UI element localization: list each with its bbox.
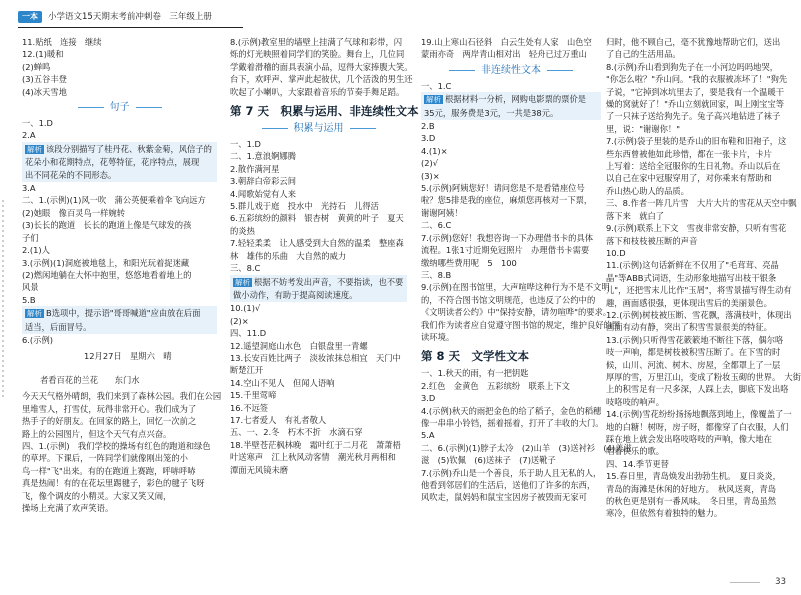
answer-line: 16.不远签 [230,402,269,413]
answer-line: 2.红色 金黄色 五彩缤纷 联系上下文 [421,380,570,391]
answer-line: 些东西曾被他如此珍惜，都在一张卡片，卡片 [606,148,772,159]
answer-line: 操场上充满了欢声笑语。 [22,503,114,513]
answer-line: 叶送寒声 江上秋风动客情 潮光秋月两相和 [230,452,396,463]
answer-line: 一、1.C [421,80,452,91]
answer-line: 二、6.C [421,220,452,231]
answer-line: 林 雄伟的乐曲 大自然的威力 [230,250,347,261]
answer-line: 11.贴纸 连接 继续 [22,37,102,47]
answer-line: 以自己在家中冠服穿用了，对你乘来有帮助和 [606,173,772,184]
answer-lines [22,244,217,306]
answer-lines [421,80,601,92]
answer-line: (2)√ [421,158,439,169]
binding-edge [2,200,4,400]
header-divider [18,27,243,28]
answer-line: (4)冰天雪地 [22,86,67,97]
answer-line: 唱着快乐的歌。 [606,446,665,457]
answer-line: 7.(示例)袋子里装的是乔山的旧布鞋和旧袍子，这 [606,136,787,147]
answer-line: 风景 [22,282,39,293]
answer-line: 烁的灯光映照着同学们的笑脸。舞台上，几位同 [230,49,405,60]
analysis-line: B选项中，提示语"哥哥喊道"应由放在后面 [46,308,201,319]
analysis-line: 35元，服务费是3元，一共是38元。 [424,107,559,118]
answer-line: 4.(示例)秋天的雨把金色的给了稻子，金色的稻穗 [421,405,602,416]
answer-line: 9.(示例)在图书馆里，大声喧哗这种行为不是不文明 [421,282,610,293]
analysis-tag: 解析 [27,309,42,319]
answer-line: 10.D [606,247,626,258]
column-1 [22,36,222,514]
answer-line: 地的白糖！树呀，房子呀，都像穿了白衣服，人们 [606,421,789,432]
answer-line: 二、1.意浪婀娜腾 [230,151,296,162]
answer-line: 4.闻歌始觉有人来 [230,188,296,199]
answer-line: 二、1.(示例)(1)风一吹 蒲公英便乘着伞飞向远方 [22,195,206,206]
answer-line: 2.(1)人 [22,245,50,256]
answer-line: 14.空山不见人 但闻人语响 [230,377,335,388]
analysis-line: 根据不妨考发出声音，不要指读，也不要 [254,276,404,287]
analysis-line: 根据材料一分析，网购电影票的票价是 [445,94,587,105]
analysis-text [424,94,598,119]
analysis-note [22,142,217,182]
answer-line: (2)× [230,315,249,326]
answer-line: 5.A [421,430,435,441]
analysis-line: 适当，后面冒号。 [25,321,92,332]
answer-line: 青岛的海滩是休闲的好地方。 秋风送爽，青岛 [606,483,777,494]
answer-line: 像一串串小铃铛，摇着摇着，打开了丰收的大门。 [421,417,604,428]
analysis-line: 做小动作，有助于提高阅读速度。 [233,289,358,300]
answer-line: 踩在地上就会发出咯吱咯吱的声响，像大地在 [606,434,772,444]
answer-line: 10.(1)√ [230,303,261,314]
answer-lines [606,458,786,520]
answer-line: 5.B [22,294,36,305]
answer-line: 今天天气格外晴朗，我们来到了森林公园。我们在公园 [22,391,222,402]
answer-line: 鸟一样"飞"出来。有的在跑道上赛跑，呼哧呼哧 [22,465,196,476]
answer-line: 他看到邻居们的生活后，送他们了许多的东西， [421,480,596,490]
analysis-text [233,277,404,302]
answer-line: 9.(示例)联系上下文 雪夜非常安静，只听有雪花 [606,223,787,234]
answer-line: 13.(示例)只听得雪花簌簌地不断往下落，偶尔咯 [606,334,784,345]
answer-lines [22,117,217,142]
page-header [0,0,800,30]
answer-line: 的秋色更是别有一番风味。 冬日里，青岛虽然 [606,496,777,507]
answer-line: 落下和枝枝被压断的声音 [606,235,698,246]
answer-line: 我们作为读者应自觉遵守图书馆的规定，维护良好的图 [421,319,621,330]
answer-line: 8.(示例)教室里的墙壁上挂满了气球和彩带，闪 [230,37,403,47]
answer-line: 归时，他不顾自己，毫不犹豫地帮助它们，送出 [606,37,781,47]
answer-line: 画面有动有静，突出了积雪雪景很美的特征。 [606,322,772,333]
diary-date: 12月27日 星期六 晴 [84,351,172,362]
answer-line: 四、1.(示例) 我们学校的操场有红色的跑道和绿色 [22,440,211,451]
answer-line: 啦？您5排是我的座位，麻烦您再核对一下票， [421,195,593,206]
answer-line: 流程。1张1寸近期免冠照片 办理借书卡需要 [421,245,590,256]
answer-line: 厚厚的雪，万里江山，变成了粉妆玉砌的世界。 大街 [606,371,801,382]
analysis-line: 该段分别描写了桂丹花、秋紫金菊，风信子的 [46,143,212,154]
answer-line: (3)× [421,170,440,181]
book-title: 小学语文15天期末考前冲刺卷 三年级上册 [48,12,212,22]
answer-line: 一、1.D [22,118,53,129]
book-badge: 一本 [18,11,42,23]
answer-line: 11.(示例)这句话新鲜在不仅用了"毛茸茸、亮晶 [606,260,779,271]
diary-handwritten-line: 者看百花的兰花 东门水 [40,375,148,386]
answer-line: 真是热闹！有的在花坛里踢毽子，彩色的毽子飞呀 [22,478,205,489]
answer-line: 断楚江开 [230,365,264,376]
answer-line: 12.(示例)树枝被压断、雪花飘，落满枝叶，体现出 [606,309,792,320]
answer-line: 台下，欢呼声、掌声此起彼伏，几个活泼的男生还 [230,74,413,85]
answer-line: 《文明读者公约》中"保持安静，请勿喧哗"的要求。 [421,307,612,318]
answer-line: 子说，"它掉到冰坑里去了，要是我有一个温暖干 [606,86,785,97]
answer-line: 5.群儿戏于庭 投水中 光持石 儿得活 [230,201,379,212]
answer-line: 乔山热心助人的品质。 [606,185,689,196]
answer-line: 的，不符合图书馆文明规范，也违反了公约中的 [421,294,596,305]
analysis-line: 出不同花朵的不同形态。 [25,169,117,180]
analysis-text [25,308,214,333]
answer-line: 二、6.(示例)(1)脖子太冷 (2)山羊 (3)送衬衫 (4)美滋 [421,442,632,453]
answer-lines [421,36,601,61]
answer-line: 四、11.D [230,328,267,339]
answer-line: 滋 (5)钦佩 (6)送袜子 (7)送靴子 [421,455,556,466]
answer-line: 3.(示例)(1)洞庭被地毯上，和阳光玩着捉迷藏 [22,257,190,268]
answer-line: 一、1.D [230,139,261,150]
answer-line: 7.(示例)乔山是一个善良，乐于助人且无私的人， [421,467,602,478]
answer-line: 趣，画面感很强，更体现出雪后的美丽景色。 [606,297,772,308]
answer-line: 吱咯吱的响声。 [606,396,665,407]
answer-lines [22,182,217,244]
answer-line: 的草坪。下课后，一阵同学们就像刚出笼的小 [22,453,188,464]
page-number-rule [730,582,760,583]
answer-line: 风吹走，鼠妈妈和鼠宝宝因房子被毁而无家可 [421,492,587,503]
answer-line: 4.(1)× [421,145,448,156]
answer-line: 五、一、2.冬 朽木不折 水滴石穿 [230,427,363,438]
answer-lines [22,36,217,98]
answer-line: (2)燃闲地躺在大怀中抱里，悠悠地看着地上的 [22,269,192,280]
section-title: 非连续性文本 [421,64,601,77]
section-title: 句子 [22,101,217,114]
answer-line: 上的积雪足有一尺多深，人踩上去，脚底下发出咯 [606,384,789,395]
answer-line: 寒冷，但依然有着独特的魅力。 [606,508,723,519]
answer-line: 13.长安百姓比两子 淡妆浓抹总相宜 天门中 [230,352,401,363]
answer-lines [230,36,413,98]
answer-line: 三、8.C [230,263,261,274]
answer-line: 3.A [22,183,36,194]
answer-line: 了自己的生活用品。 [606,49,681,60]
answer-lines [421,367,632,503]
answer-line: 谢谢阿姨！ [421,207,463,218]
analysis-tag: 解析 [235,277,250,287]
answer-line: 7.轻轻柔柔 让人感受到大自然的温柔 整座森 [230,238,404,249]
answer-line: 里，说："谢谢你！" [606,123,681,134]
answer-line: 蒙雨亦奇 两岸青山相对出 轻舟已过万重山 [421,49,587,60]
answer-line: 吱一声响，都是树枝被积雪压断了。在下雪的时 [606,347,781,358]
answer-line: (3)五谷丰登 [22,74,67,85]
answer-line: 缴纳哪些费用呢 5 100 [421,257,517,268]
answer-line: 14.(示例)雪花纷纷扬扬地飘落到地上，像覆盖了一 [606,409,792,420]
answer-lines [230,302,407,476]
answer-lines [22,334,217,346]
answer-line: 儿"，还把雪末儿比作"玉屑"，将雪景描写得生动有 [606,285,792,296]
answer-line: 三、8.B [421,269,452,280]
answer-line: 5.(示例)阿姨您好！请问您是不是看错座位号 [421,183,585,194]
answer-line: 2.B [421,121,435,132]
answer-line: 2.A [22,130,36,141]
section-title: 积累与运用 [230,122,407,135]
answer-line: 四、14.季节更替 [606,458,669,469]
answer-line: 18.半壁苍茫枫林晚 霜叶红于二月花 萧萧梧 [230,439,401,450]
answer-line: 12.(1)暖和 [22,49,64,60]
answer-line: 3.D [421,393,436,404]
day-7-title: 第 7 天 积累与运用、非连续性文本 [230,104,419,119]
analysis-text [25,144,214,181]
answer-lines [606,135,801,458]
diary-sample [22,348,217,388]
answer-line: 落下来 就白了 [606,210,665,221]
answer-line: 6.(示例) [22,334,53,345]
answer-lines [230,138,407,274]
answer-line: 2.散作满河星 [230,163,280,174]
analysis-note [421,92,601,120]
answer-line: 3.D [421,133,436,144]
analysis-line: 花朵小和花期特点，花萼特征，花序特点，展现 [25,157,200,168]
answer-line: 里堆雪人，打雪仗，玩得非常开心。我们成为了 [22,403,197,414]
answer-line: 的炎热 [230,225,255,236]
answer-line: "你怎么啦？"乔山问。"我的衣服被冻坏了！"狗先 [606,74,788,85]
answer-line: (3)长长的跑道 长长的跑道上像是气球发的孩 [22,220,192,231]
page-number: 33 [775,577,786,587]
answer-line: 6.五彩缤纷的颜料 银杏树 黄黄的叶子 夏天 [230,213,404,224]
answer-line: 15.春日里，青岛焕发出勃勃生机。 夏日炎炎， [606,471,781,482]
answer-line: 热手子的好朋友。在回家的路上，回忆一次前之 [22,416,197,427]
column-4 [606,36,801,520]
answer-line: 19.山上寒山石径斜 白云生处有人家 山色空 [421,37,592,47]
answer-line: 飞，像个调皮的小精灵。大家又笑又闹， [22,490,172,501]
answer-line: 候，山川、河流、树木、房屋，全都罩上了一层 [606,359,781,370]
answer-line: 12.遥望洞庭山水色 白银盘里一青螺 [230,340,368,351]
answer-line: 3.朝辞白帝彩云间 [230,176,296,187]
answer-line: 三、8.作者一阵几片雪 大片大片的雪花从天空中飘 [606,198,797,209]
answer-lines [22,390,222,514]
column-2 [230,36,419,476]
answer-line: 8.(示例)乔山看到狗先子在一小河边吗吗地哭， [606,61,779,72]
answer-line: (2)蝉鸣 [22,61,51,72]
answer-line: 17.七者爱人 有礼者敬人 [230,414,327,425]
answer-line: 上写着：送给全冠服你的生日礼物。乔山以后在 [606,161,781,172]
answer-line: 了一只袜子送给狗先子。兔子高兴地钻进了袜子 [606,111,781,122]
answer-line: 读环境。 [421,331,455,342]
analysis-note [22,306,217,334]
answer-lines [606,36,786,135]
answer-line: 7.(示例)您好！我想咨询一下办理借书卡的具体 [421,232,594,243]
answer-line: 燥的窝就好了！"乔山立刻就回家，叫上刚宝宝等 [606,99,785,110]
answer-line: 学戴着滑稽的面具表演小品，逗得大家捧腹大笑。 [230,61,413,72]
answer-line: 15.千里莺啼 [230,390,277,401]
answer-line: 晶"等ABB式词语，生动形象地描写出枝干银条 [606,272,777,283]
answer-line: 潭面无风镜未磨 [230,464,289,475]
answer-line: 一、1.秋天的雨，有一把钥匙 [421,368,529,379]
answer-line: 路上的公园图片，但这个天气有点兴奋。 [22,428,172,439]
analysis-note [230,275,407,303]
answer-line: 吹起了小喇叭，大家跟着音乐的节奏手舞足蹈。 [230,86,405,97]
day-8-title: 第 8 天 文学性文本 [421,349,530,364]
analysis-tag: 解析 [27,144,42,154]
answer-line: 子们 [22,232,39,243]
answer-line: (2)她眼 像百灵鸟一样婉转 [22,207,126,218]
analysis-tag: 解析 [426,95,441,105]
